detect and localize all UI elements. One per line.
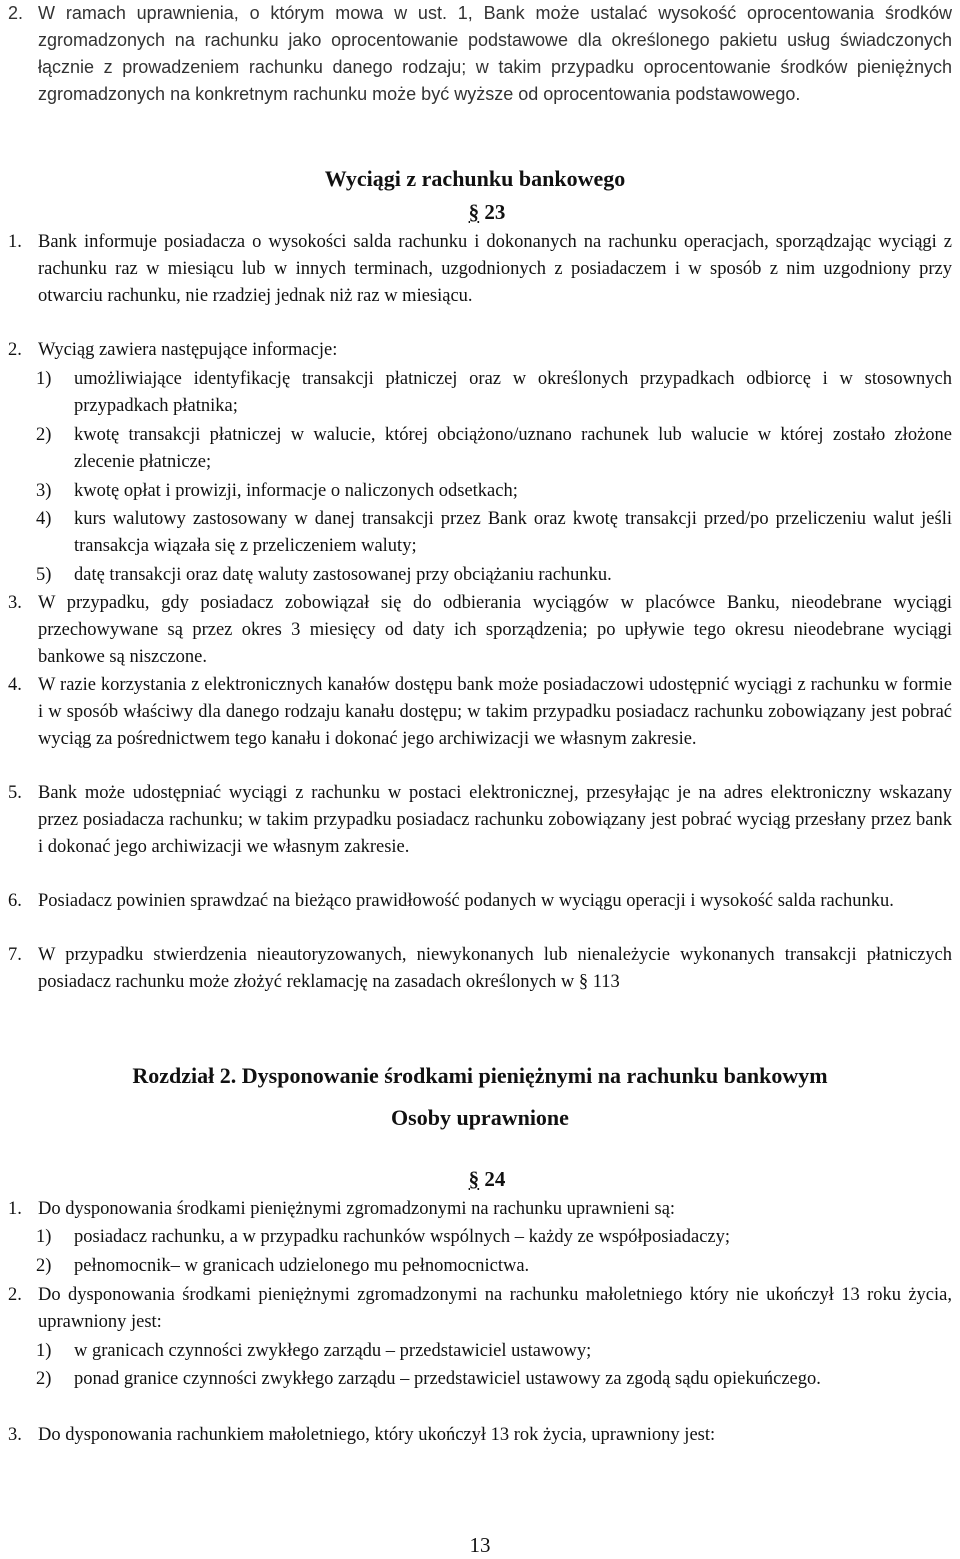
item-text: Bank może udostępniać wyciągi z rachunku w postaci elektronicznej, przesyłając je na adres elektroniczny wskazany przez posiadacza rachunku; w takim przypadku posiadacz rachunku zobowiązany jest pobrać wyciąg przesłany przez bank i dokonać jego archiwizacji we własnym zakresie. <box>38 783 952 857</box>
section-symbol: § <box>468 1167 480 1191</box>
para24-item-2-sub-1 <box>8 1338 952 1365</box>
item-text: Do dysponowania rachunkiem małoletniego, który ukończył 13 rok życia, uprawniony jest: <box>38 1425 716 1445</box>
para24-item-1-sub-2 <box>8 1253 952 1280</box>
paragraph-23-heading <box>14 200 960 225</box>
subitem-number: 2) <box>36 1369 52 1389</box>
item-text: Posiadacz powinien sprawdzać na bieżąco prawidłowość podanych w wyciągu operacji i wysokość salda rachunku. <box>38 891 894 911</box>
para23-item-2 <box>8 337 952 364</box>
chapter-subtitle: Osoby uprawnione <box>391 1105 569 1130</box>
para23-subitem-1 <box>8 366 952 420</box>
item-text: Do dysponowania środkami pieniężnymi zgromadzonymi na rachunku uprawnieni są: <box>38 1199 676 1219</box>
subitem-text: pełnomocnik– w granicach udzielonego mu pełnomocnictwa. <box>74 1256 530 1276</box>
subitem-text: kwotę opłat i prowizji, informacje o naliczonych odsetkach; <box>74 481 518 501</box>
item-text: Do dysponowania środkami pieniężnymi zgromadzonymi na rachunku małoletniego który nie ukończył 13 roku życia, uprawniony jest: <box>38 1285 952 1332</box>
subitem-number: 2) <box>36 425 52 445</box>
item-number: 5. <box>8 783 22 803</box>
subitem-text: kwotę transakcji płatniczej w walucie, której obciążono/uznano rachunek lub walucie w której zostało złożone zlecenie płatnicze; <box>74 425 952 472</box>
item-text: W razie korzystania z elektronicznych kanałów dostępu bank może posiadaczowi udostępnić wyciągi z rachunku w formie i w sposób właściwy dla danego rodzaju kanału dostępu; w takim przypadku posiadacz rachunku zobowiązany jest pobrać wyciąg za pośrednictwem tego kanału i dokonać jego archiwizacji we własnym zakresie. <box>38 675 952 749</box>
section-symbol: § <box>468 200 480 224</box>
paragraph-number: 23 <box>484 200 506 224</box>
item-number: 6. <box>8 891 22 911</box>
para24-item-1-sub-1 <box>8 1224 952 1251</box>
subitem-number: 5) <box>36 565 52 585</box>
subitem-number: 1) <box>36 1227 52 1247</box>
subitem-number: 2) <box>36 1256 52 1276</box>
para24-item-2 <box>8 1282 952 1336</box>
subitem-number: 1) <box>36 369 52 389</box>
section-title: Wyciągi z rachunku bankowego <box>324 166 626 191</box>
para23-subitem-4 <box>8 506 952 560</box>
item-number: 1. <box>8 232 22 252</box>
subitem-number: 3) <box>36 481 52 501</box>
subitem-number: 1) <box>36 1341 52 1361</box>
para23-subitem-3 <box>8 478 952 505</box>
item-number: 3. <box>8 1425 22 1445</box>
intro-paragraph <box>8 0 952 108</box>
subitem-text: ponad granice czynności zwykłego zarządu – przedstawiciel ustawowy za zgodą sądu opiekuńczego. <box>74 1369 821 1389</box>
item-text: W przypadku stwierdzenia nieautoryzowanych, niewykonanych lub nienależycie wykonanych transakcji płatniczych posiadacz rachunku może złożyć reklamację na zasadach określonych w § 113 <box>38 945 952 992</box>
para23-item-5 <box>8 780 952 861</box>
paragraph-number: 24 <box>484 1167 506 1191</box>
para24-item-3 <box>8 1422 952 1449</box>
item-number: 2. <box>8 1285 22 1305</box>
para23-item-7 <box>8 942 952 996</box>
para24-item-2-sub-2 <box>8 1366 952 1393</box>
para23-subitem-5 <box>8 562 952 589</box>
page-number: 13 <box>469 1533 491 1557</box>
item-number: 7. <box>8 945 22 965</box>
item-number: 4. <box>8 675 22 695</box>
subitem-text: kurs walutowy zastosowany w danej transakcji przez Bank oraz kwotę transakcji przed/po przeliczeniu walut jeśli transakcja wiązała się z przeliczeniem waluty; <box>74 509 952 556</box>
subitem-text: w granicach czynności zwykłego zarządu – przedstawiciel ustawowy; <box>74 1341 592 1361</box>
para23-subitem-2 <box>8 422 952 476</box>
intro-number: 2. <box>8 3 24 23</box>
subitem-text: umożliwiające identyfikację transakcji płatniczej oraz w określonych przypadkach odbiorcę i w stosownych przypadkach płatnika; <box>74 369 952 416</box>
para23-item-1 <box>8 229 952 310</box>
subitem-text: posiadacz rachunku, a w przypadku rachunków wspólnych – każdy ze współposiadaczy; <box>74 1227 731 1247</box>
subitem-text: datę transakcji oraz datę waluty zastosowanej przy obciążaniu rachunku. <box>74 565 612 585</box>
intro-text: W ramach uprawnienia, o którym mowa w ust. 1, Bank może ustalać wysokość oprocentowania środków zgromadzonych na rachunku jako oprocentowanie podstawowe dla określonego pakietu usług świadczonych łącznie z prowadzeniem rachunku danego rodzaju; w takim przypadku oprocentowanie środków pieniężnych zgromadzonych na konkretnym rachunku może być wyższe od oprocentowania podstawowego. <box>38 3 952 104</box>
item-number: 1. <box>8 1199 22 1219</box>
subitem-number: 4) <box>36 509 52 529</box>
para23-item-6 <box>8 888 952 915</box>
para23-item-4 <box>8 672 952 753</box>
item-text: Bank informuje posiadacza o wysokości salda rachunku i dokonanych na rachunku operacjach, sporządzając wyciągi z rachunku raz w miesiącu lub w innych terminach, uzgodnionych z posiadaczem i w sposób z nim uzgodniony przy otwarciu rachunku, nie rzadziej jednak niż raz w miesiącu. <box>38 232 952 306</box>
chapter-title: Rozdział 2. Dysponowanie środkami pieniężnymi na rachunku bankowym <box>132 1063 828 1088</box>
para24-item-1 <box>8 1196 952 1223</box>
item-text: W przypadku, gdy posiadacz zobowiązał się do odbierania wyciągów w placówce Banku, nieodebrane wyciągi przechowywane są przez okres 3 miesięcy od daty ich sporządzenia; po upływie tego okresu nieodebrane wyciągi bankowe są niszczone. <box>38 593 952 667</box>
para23-item-3 <box>8 590 952 671</box>
item-number: 3. <box>8 593 22 613</box>
item-text: Wyciąg zawiera następujące informacje: <box>38 340 338 360</box>
item-number: 2. <box>8 340 22 360</box>
paragraph-24-heading <box>14 1167 960 1192</box>
